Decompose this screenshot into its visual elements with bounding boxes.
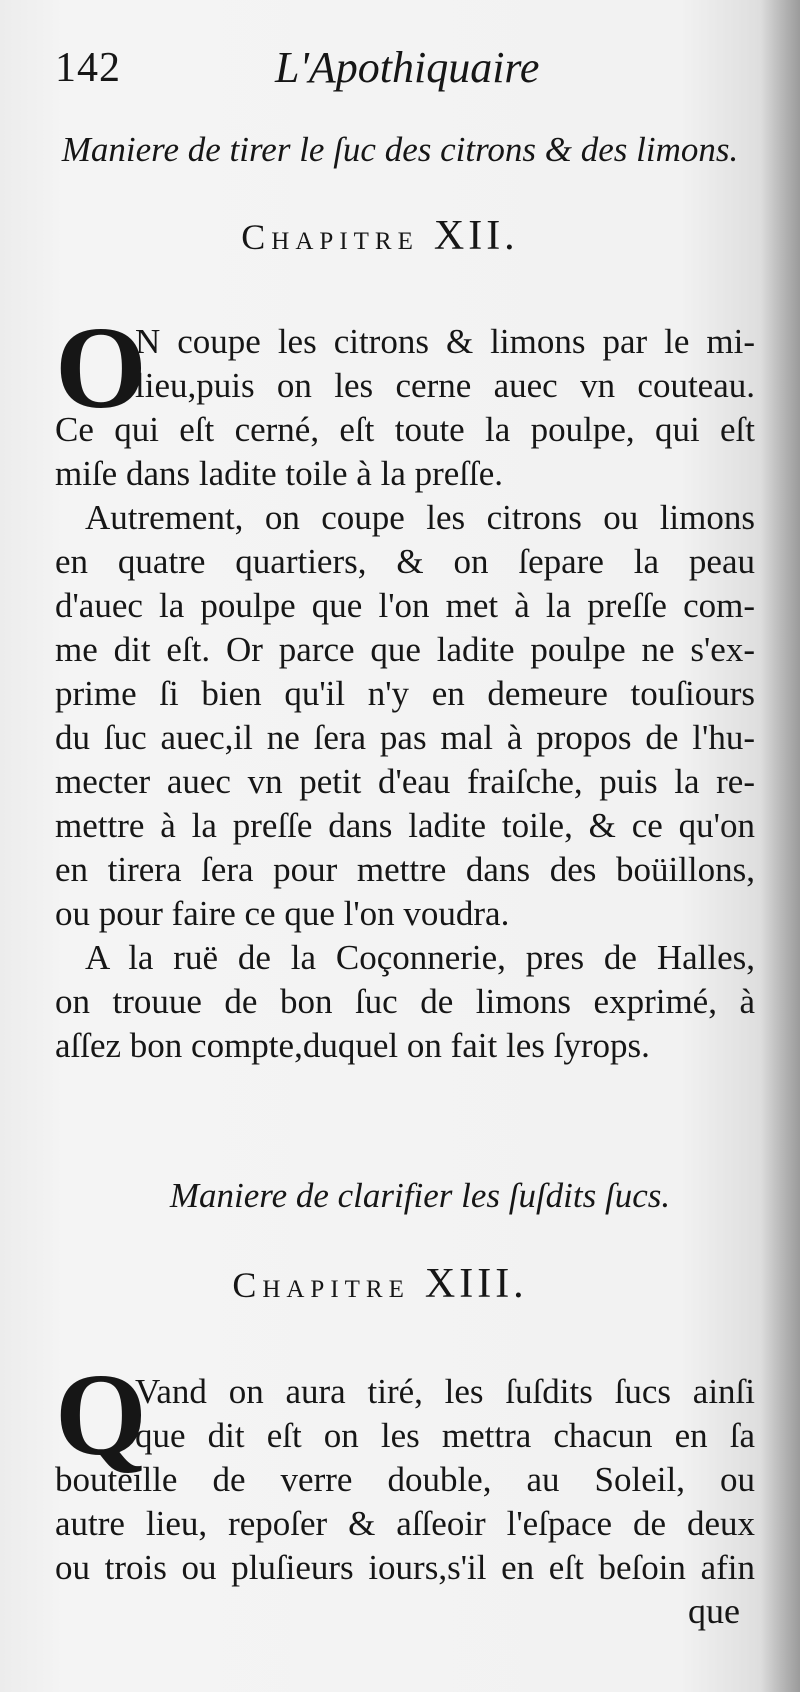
chapter-13-text xyxy=(55,1370,755,1590)
chapter-heading-12 xyxy=(0,212,760,260)
drop-cap-initial: Q xyxy=(55,1349,147,1480)
text-line: d'auec la poulpe que l'on met à la preſſe com- xyxy=(55,586,755,625)
text-line: en tirera ſera pour mettre dans des boüillons, xyxy=(55,850,755,889)
text-line: Vand on aura tiré, les ſuſdits ſucs ainſi xyxy=(135,1372,755,1411)
text-line: ou trois ou pluſieurs iours,s'il en eſt beſoin afin xyxy=(55,1548,755,1587)
text-line: aſſez bon compte,duquel on fait les ſyrops. xyxy=(55,1026,650,1065)
chapter-number: XII. xyxy=(433,213,519,259)
running-head: L'Apothiquaire xyxy=(275,43,540,92)
chapter-label: Chapitre xyxy=(232,1265,410,1305)
text-line: A la ruë de la Coçonnerie, pres de Halles, xyxy=(85,938,755,977)
section-title-2: Maniere de clarifier les ſuſdits ſucs. xyxy=(169,1176,671,1215)
text-line: mecter auec vn petit d'eau fraiſche, puis la re- xyxy=(55,762,755,801)
text-line: on trouue de bon ſuc de limons exprimé, à xyxy=(55,982,755,1021)
text-line: bouteille de verre double, au Soleil, ou xyxy=(55,1460,755,1499)
drop-cap-initial: O xyxy=(55,302,147,433)
catchword: que xyxy=(688,1591,740,1631)
page-number: 142 xyxy=(55,45,121,91)
text-line: que dit eſt on les mettra chacun en ſa xyxy=(135,1416,755,1455)
page-header xyxy=(55,38,740,98)
text-line: du ſuc auec,il ne ſera pas mal à propos de l'hu- xyxy=(55,718,755,757)
chapter-heading-13 xyxy=(0,1260,760,1308)
text-line: miſe dans ladite toile à la preſſe. xyxy=(55,454,504,493)
chapter-label: Chapitre xyxy=(241,217,419,257)
chapter-number: XIII. xyxy=(424,1261,528,1307)
text-line: ou pour faire ce que l'on voudra. xyxy=(55,894,510,933)
text-line: Ce qui eſt cerné, eſt toute la poulpe, qui eſt xyxy=(55,410,755,449)
text-line: Autrement, on coupe les citrons ou limons xyxy=(85,498,755,537)
text-line: N coupe les citrons & limons par le mi- xyxy=(135,322,755,361)
text-line: mettre à la preſſe dans ladite toile, & ce qu'on xyxy=(55,806,755,845)
page-edge-shadow xyxy=(760,0,800,1692)
text-line: en quatre quartiers, & on ſepare la peau xyxy=(55,542,755,581)
chapter-12-text xyxy=(55,302,755,1068)
section-title-1: Maniere de tirer le ſuc des citrons & des limons. xyxy=(61,130,739,169)
text-line: me dit eſt. Or parce que ladite poulpe ne s'ex- xyxy=(55,630,755,669)
text-line: prime ſi bien qu'il n'y en demeure touſiours xyxy=(55,674,755,713)
text-line: autre lieu, repoſer & aſſeoir l'eſpace de deux xyxy=(55,1504,755,1543)
text-line: lieu,puis on les cerne auec vn couteau. xyxy=(135,366,755,405)
